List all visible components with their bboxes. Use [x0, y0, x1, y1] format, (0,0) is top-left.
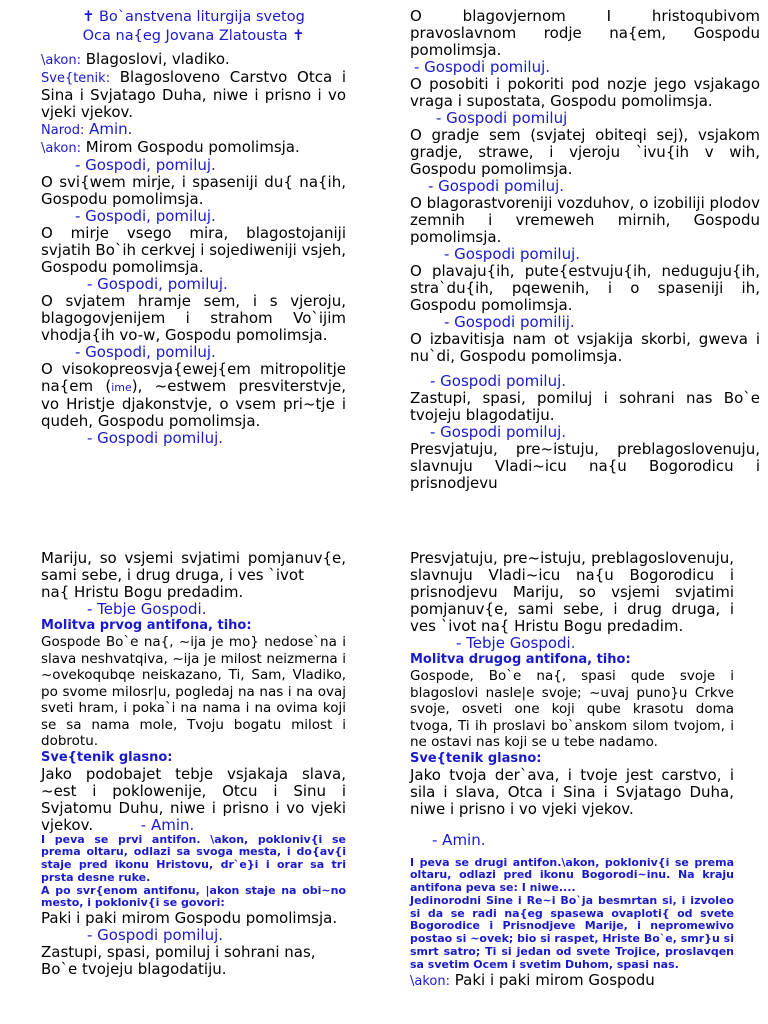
dialogue-line: \akon: Mirom Gospodu pomolimsja. — [41, 138, 300, 156]
response-line: - Gospodi, pomiluj. — [75, 343, 216, 361]
petition: Mariju, so vsjemi svjatimi pomjanuv{e, sami sebe, i drug druga, i ves `ivot — [41, 549, 346, 584]
column-top-right — [410, 8, 760, 492]
section-heading: Molitva prvog antifona, tiho: — [41, 618, 252, 633]
petition: O svi{wem mirje, i spaseniji du{ na{ih, Gospodu pomolimsja. — [41, 173, 346, 208]
dialogue-line: Sve{tenik: Blagosloveno Carstvo Otca i Sina i Svjatago Duha, niwe i prisno i vo vjeki vjekov. — [41, 68, 346, 121]
speaker-label: \akon: — [41, 53, 81, 68]
exclamation-text: Jako tvoja der`ava, i tvoje jest carstvo, i sila i slava, Otca i Sina i Svjatago Duha, niwe i prisno i vo vjeki vjekov. — [410, 765, 734, 818]
dialogue-line: Narod: Amin. — [41, 120, 133, 138]
dialogue-line: \akon: Paki i paki mirom Gospodu — [410, 970, 655, 989]
cross-icon: ✝ — [82, 9, 95, 25]
column-top-left — [41, 8, 346, 447]
response-line: - Gospodi pomiluj. — [430, 372, 567, 390]
response-line: - Gospodi pomiluj — [436, 109, 568, 127]
petition: Bo`e tvojeju blagodatiju. — [41, 960, 227, 979]
amen-response: - Amin. — [140, 815, 195, 834]
petition: O posobiti i pokoriti pod nozje jego vsjakago vraga i supostata, Gospodu pomolimsja. — [410, 75, 760, 110]
rubric: A po svr{enom antifonu, |akon staje na obi~no mesto, i pokloniv{i se govori: — [41, 883, 346, 910]
section-heading: Molitva drugog antifona, tiho: — [410, 652, 631, 667]
petition: O visokopreosvja{ewej{em mitropolitje na{em (ime), ~estwem presviterstvje, vo Hristje djakonstvje, o vsem pri~tje i qudeh, Gospodu pomolimsja. — [41, 360, 347, 430]
response-line: - Gospodi pomiluj. — [430, 423, 567, 441]
petition: na{ Hristu Bogu predadim. — [41, 583, 244, 601]
response-line: - Gospodi, pomiluj. — [75, 207, 216, 225]
petition: Zastupi, spasi, pomiluj i sohrani nas Bo`e tvojeju blagodatiju. — [410, 389, 760, 424]
petition: Presvjatuju, pre~istuju, preblagoslovenuju, slavnuju Vladi~icu na{u Bogorodicu i prisnodjevu — [410, 440, 760, 492]
amen-response: - Amin. — [432, 830, 486, 849]
petition: Zastupi, spasi, pomiluj i sohrani nas, — [41, 943, 316, 962]
response-line: - Gospodi, pomiluj. — [75, 156, 216, 174]
petition: Presvjatuju, pre~istuju, preblagoslovenuju, slavnuju Vladi~icu na{u Bogorodicu i prisnodjevu Mariju, so vsjemi svjatimi pomjanuv{e, sami sebe, i drug druga, i ves `ivot na{ Hristu Bogu predadim. — [410, 549, 734, 635]
rubric: I peva se drugi antifon.\akon, pokloniv{i se prema oltaru, odlazi pred ikonu Bogorodi~inu. Na kraju antifona peva se: I niwe.... — [410, 855, 734, 895]
section-heading: Sve{tenik glasno: — [410, 750, 542, 766]
petition: O plavaju{ih, pute{estvuju{ih, neduguju{ih, stra`du{ih, pqewenih, i o spaseniji ih, Gospodu pomolimsja. — [410, 262, 760, 314]
petition: O izbavitisja nam ot vsjakija skorbi, gweva i nu`di, Gospodu pomolimsja. — [410, 330, 760, 365]
dialogue-line: \akon: Blagoslovi, vladiko. — [41, 50, 230, 68]
petition: O gradje sem (svjatej obiteqi sej), vsjakom gradje, strawe, i vjeroju `ivu{ih v wih, Gospodu pomolimsja. — [410, 126, 760, 178]
speaker-label: \akon: — [410, 973, 450, 989]
prayer-text: Gospode, Bo`e na{, spasi qude svoje i blagoslovi nasle|e svoje; ~uvaj puno}u Crkve svoje, osveti one koji qube krasotu doma tvoga, Ti ih proslavi bo`anskom silom tvojom, i ne ostavi nas koji se u tebe nadamo. — [410, 668, 734, 750]
prayer-text: Gospode Bo`e na{, ~ija je mo} nedose`na i slava neshvatqiva, ~ija je milost neizmerna i ~ovekoqubqe neiskazano, Ti, Sam, Vladiko, po svome milosr|u, pogledaj na nas i na ovaj sveti hram, i poka`i na nama i na ovima koji se sa nama mole, Tvoju bogatu milost i dobrotu. — [41, 634, 346, 749]
cross-icon: ✝ — [292, 28, 305, 44]
response-line: - Gospodi pomilij. — [444, 313, 575, 331]
page-title — [41, 8, 346, 46]
rubric: Jedinorodni Sine i Re~i Bo`ja besmrtan si, i izvoleo si da se radi na{eg spasewa ovaploti{ od svete Bogorodice i Prisnodjeve Marije, i nepromewivo postao si ~ovek; bio si raspet, Hriste Bo`e, smr}u si smrt satro; Ti si jedan od svete Trojice, proslavqen sa svetim Ocem i svetim Duhom, spasi nas. — [410, 893, 734, 971]
speaker-label: Sve{tenik: — [41, 71, 111, 86]
section-heading: Sve{tenik glasno: — [41, 749, 173, 765]
speaker-label: Narod: — [41, 123, 85, 138]
name-placeholder: ime — [111, 381, 132, 394]
petition: O blagovjernom I hristoqubivom pravoslavnom rodje na{em, Gospodu pomolimsja. — [410, 7, 760, 59]
response-line: - Gospodi pomiluj. — [428, 177, 565, 195]
rubric: I peva se prvi antifon. \akon, pokloniv{i se prema oltaru, odlazi sa svoga mesta, i do{av{i staje pred ikonu Hristovu, dr`e}i i orar sa tri prsta desne ruke. — [41, 832, 346, 884]
response-line: - Gospodi, pomiluj. — [87, 275, 228, 293]
speaker-label: \akon: — [41, 141, 81, 156]
petition: O mirje vsego mira, blagostojaniji svjatih Bo`ih cerkvej i sojediweniji vsjeh, Gospodu pomolimsja. — [41, 224, 346, 276]
title-line-1: ✝ Bo`anstvena liturgija svetog — [82, 9, 305, 25]
exclamation-text: Jako podobajet tebje vsjakaja slava, ~est i poklowenije, Otcu i Sinu i Svjatomu Duhu, niwe i prisno i vo vjeki vjekov. - Amin. — [41, 764, 346, 834]
column-bottom-left — [41, 550, 346, 978]
petition: O blagorastvoreniji vozduhov, o izobiliji plodov zemnih i vremeweh mirnih, Gospodu pomolimsja. — [410, 194, 760, 246]
response-line: - Gospodi pomiluj. — [87, 429, 224, 447]
response-line: - Gospodi pomiluj. — [87, 926, 224, 945]
title-line-2: Oca na{eg Jovana Zlatousta ✝ — [82, 28, 305, 44]
response-line: - Tebje Gospodi. — [87, 600, 207, 618]
column-bottom-right — [410, 550, 734, 990]
response-line: - Gospodi pomiluj. — [414, 58, 551, 76]
petition: Paki i paki mirom Gospodu pomolimsja. — [41, 909, 338, 928]
response-line: - Gospodi pomiluj. — [444, 245, 581, 263]
response-line: - Tebje Gospodi. — [456, 634, 576, 652]
petition: O svjatem hramje sem, i s vjeroju, blagogovjenijem i strahom Vo`ijim vhodja{ih vo-w, Gospodu pomolimsja. — [41, 292, 346, 344]
